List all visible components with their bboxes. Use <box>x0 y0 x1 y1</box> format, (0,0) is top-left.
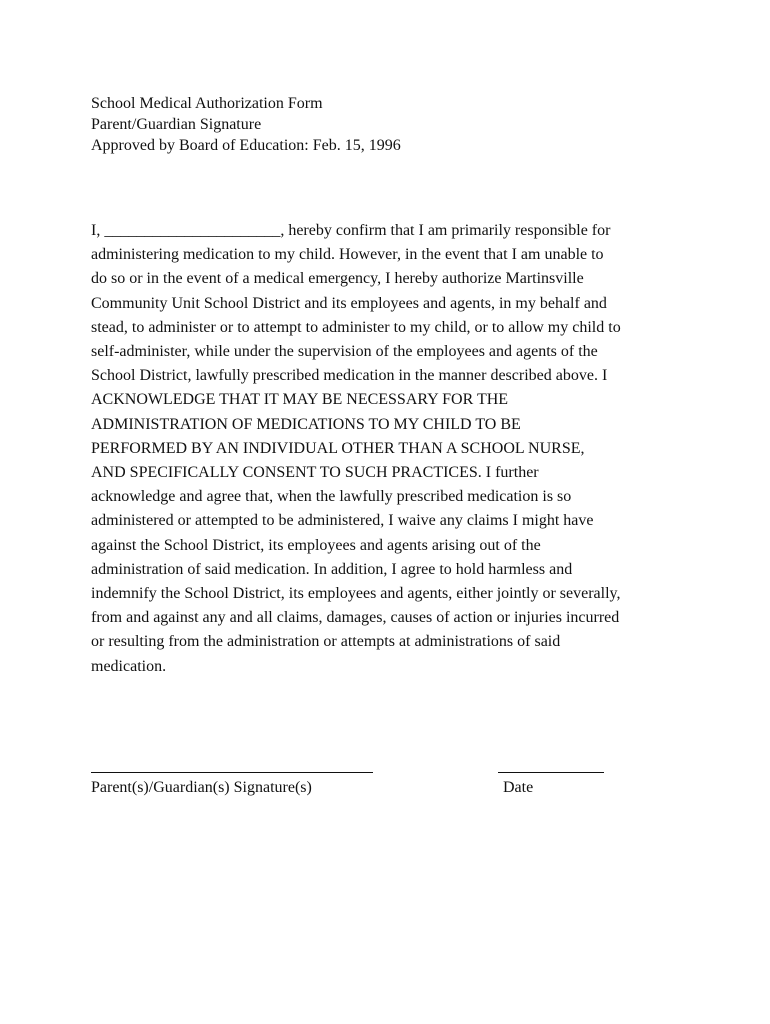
paragraph-line: administration of said medication. In addition, I agree to hold harmless and <box>91 560 573 578</box>
paragraph-line: ACKNOWLEDGE THAT IT MAY BE NECESSARY FOR THE <box>91 391 509 409</box>
paragraph-line: ADMINISTRATION OF MEDICATIONS TO MY CHILD TO BE <box>91 415 521 433</box>
form-subtitle: Parent/Guardian Signature <box>91 116 262 133</box>
paragraph-line: I, ______________________, hereby confirm that I am primarily responsible for <box>91 222 611 239</box>
paragraph-line: administered or attempted to be administered, I waive any claims I might have <box>91 512 594 530</box>
date-label: Date <box>503 779 534 796</box>
parent-signature-line <box>91 772 373 773</box>
form-header <box>91 93 401 156</box>
paragraph-line: indemnify the School District, its employees and agents, either jointly or severally, <box>91 585 621 603</box>
parent-signature-label: Parent(s)/Guardian(s) Signature(s) <box>91 779 312 796</box>
paragraph-line: acknowledge and agree that, when the lawfully prescribed medication is so <box>91 488 572 506</box>
date-line <box>498 772 604 773</box>
paragraph-line: AND SPECIFICALLY CONSENT TO SUCH PRACTICES. I further <box>91 464 539 482</box>
form-title: School Medical Authorization Form <box>91 95 323 112</box>
paragraph-line: administering medication to my child. However, in the event that I am unable to <box>91 246 604 264</box>
paragraph-line: medication. <box>91 657 167 675</box>
paragraph-line: stead, to administer or to attempt to administer to my child, or to allow my child to <box>91 318 621 336</box>
paragraph-line: from and against any and all claims, damages, causes of action or injuries incurred <box>91 609 620 627</box>
paragraph-line: against the School District, its employees and agents arising out of the <box>91 536 541 554</box>
paragraph-line: School District, lawfully prescribed medication in the manner described above. I <box>91 367 608 385</box>
paragraph-line: or resulting from the administration or attempts at administrations of said <box>91 633 561 651</box>
paragraph-line: self-administer, while under the supervision of the employees and agents of the <box>91 343 598 361</box>
authorization-paragraph <box>91 219 691 679</box>
paragraph-line: PERFORMED BY AN INDIVIDUAL OTHER THAN A SCHOOL NURSE, <box>91 439 585 457</box>
paragraph-line: Community Unit School District and its employees and agents, in my behalf and <box>91 294 607 312</box>
approval-line: Approved by Board of Education: Feb. 15, 1996 <box>91 137 401 154</box>
paragraph-line: do so or in the event of a medical emergency, I hereby authorize Martinsville <box>91 270 584 288</box>
